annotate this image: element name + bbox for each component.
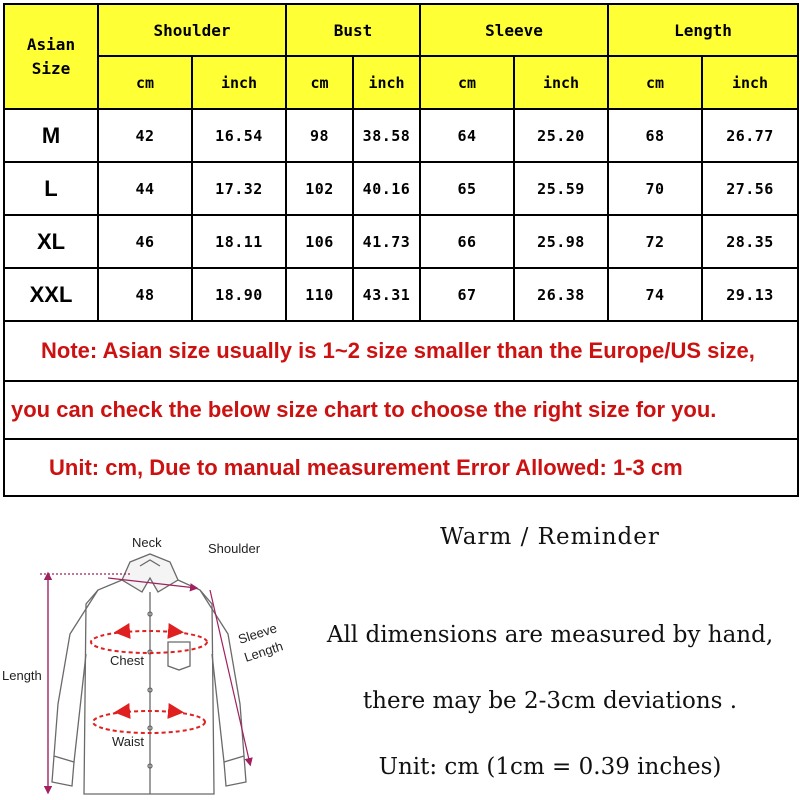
value-cell: 42 <box>98 109 192 162</box>
length-header: Length <box>608 4 798 56</box>
warm-reminder <box>300 494 800 800</box>
note-row <box>4 321 798 381</box>
unit-row <box>4 56 798 109</box>
sleeve-header: Sleeve <box>420 4 608 56</box>
value-cell: 25.59 <box>514 162 608 215</box>
value-cell: 26.38 <box>514 268 608 321</box>
value-cell: 18.90 <box>192 268 286 321</box>
sleeve-length-label: Length <box>242 638 285 665</box>
value-cell: 74 <box>608 268 702 321</box>
value-cell: 64 <box>420 109 514 162</box>
reminder-title: Warm / Reminder <box>440 524 660 550</box>
size-label: L <box>4 162 98 215</box>
value-cell: 106 <box>286 215 353 268</box>
value-cell: 25.20 <box>514 109 608 162</box>
value-cell: 38.58 <box>353 109 420 162</box>
value-cell: 25.98 <box>514 215 608 268</box>
shoulder-header: Shoulder <box>98 4 286 56</box>
shirt-measurement-diagram <box>0 494 300 800</box>
value-cell: 72 <box>608 215 702 268</box>
size-chart-table <box>3 3 799 497</box>
unit-cell: inch <box>192 56 286 109</box>
waist-label: Waist <box>112 734 145 749</box>
value-cell: 66 <box>420 215 514 268</box>
asian-size-label: Asian Size <box>26 34 76 78</box>
length-label: Length <box>2 668 42 683</box>
value-cell: 29.13 <box>702 268 798 321</box>
reminder-line-1: All dimensions are measured by hand, <box>326 622 774 648</box>
size-label: XL <box>4 215 98 268</box>
value-cell: 98 <box>286 109 353 162</box>
note-row <box>4 381 798 439</box>
reminder-line-2: there may be 2-3cm deviations . <box>362 688 738 714</box>
value-cell: 43.31 <box>353 268 420 321</box>
value-cell: 28.35 <box>702 215 798 268</box>
chest-label: Chest <box>110 653 144 668</box>
value-cell: 48 <box>98 268 192 321</box>
value-cell: 65 <box>420 162 514 215</box>
value-cell: 16.54 <box>192 109 286 162</box>
value-cell: 110 <box>286 268 353 321</box>
value-cell: 44 <box>98 162 192 215</box>
value-cell: 46 <box>98 215 192 268</box>
unit-cell: inch <box>702 56 798 109</box>
table-row <box>4 215 798 268</box>
sleeve-label: Sleeve <box>236 620 279 647</box>
table-row <box>4 109 798 162</box>
value-cell: 102 <box>286 162 353 215</box>
value-cell: 41.73 <box>353 215 420 268</box>
value-cell: 17.32 <box>192 162 286 215</box>
note-line-1: Note: Asian size usually is 1~2 size smaller than the Europe/US size, <box>4 321 798 381</box>
note-row <box>4 439 798 496</box>
asian-size-header <box>4 4 98 109</box>
note-line-2: you can check the below size chart to choose the right size for you. <box>4 381 798 439</box>
value-cell: 26.77 <box>702 109 798 162</box>
value-cell: 40.16 <box>353 162 420 215</box>
size-label: M <box>4 109 98 162</box>
header-row <box>4 4 798 56</box>
unit-cell: inch <box>353 56 420 109</box>
unit-cell: inch <box>514 56 608 109</box>
value-cell: 70 <box>608 162 702 215</box>
shoulder-label: Shoulder <box>208 541 261 556</box>
neck-label: Neck <box>132 535 162 550</box>
table-row <box>4 162 798 215</box>
unit-cell: cm <box>608 56 702 109</box>
size-label: XXL <box>4 268 98 321</box>
value-cell: 27.56 <box>702 162 798 215</box>
value-cell: 67 <box>420 268 514 321</box>
table-row <box>4 268 798 321</box>
unit-cell: cm <box>420 56 514 109</box>
unit-cell: cm <box>286 56 353 109</box>
value-cell: 18.11 <box>192 215 286 268</box>
reminder-line-3: Unit: cm (1cm = 0.39 inches) <box>378 754 722 780</box>
note-line-3: Unit: cm, Due to manual measurement Error Allowed: 1-3 cm <box>4 439 798 496</box>
shirt-illustration <box>0 494 300 800</box>
bust-header: Bust <box>286 4 420 56</box>
value-cell: 68 <box>608 109 702 162</box>
unit-cell: cm <box>98 56 192 109</box>
